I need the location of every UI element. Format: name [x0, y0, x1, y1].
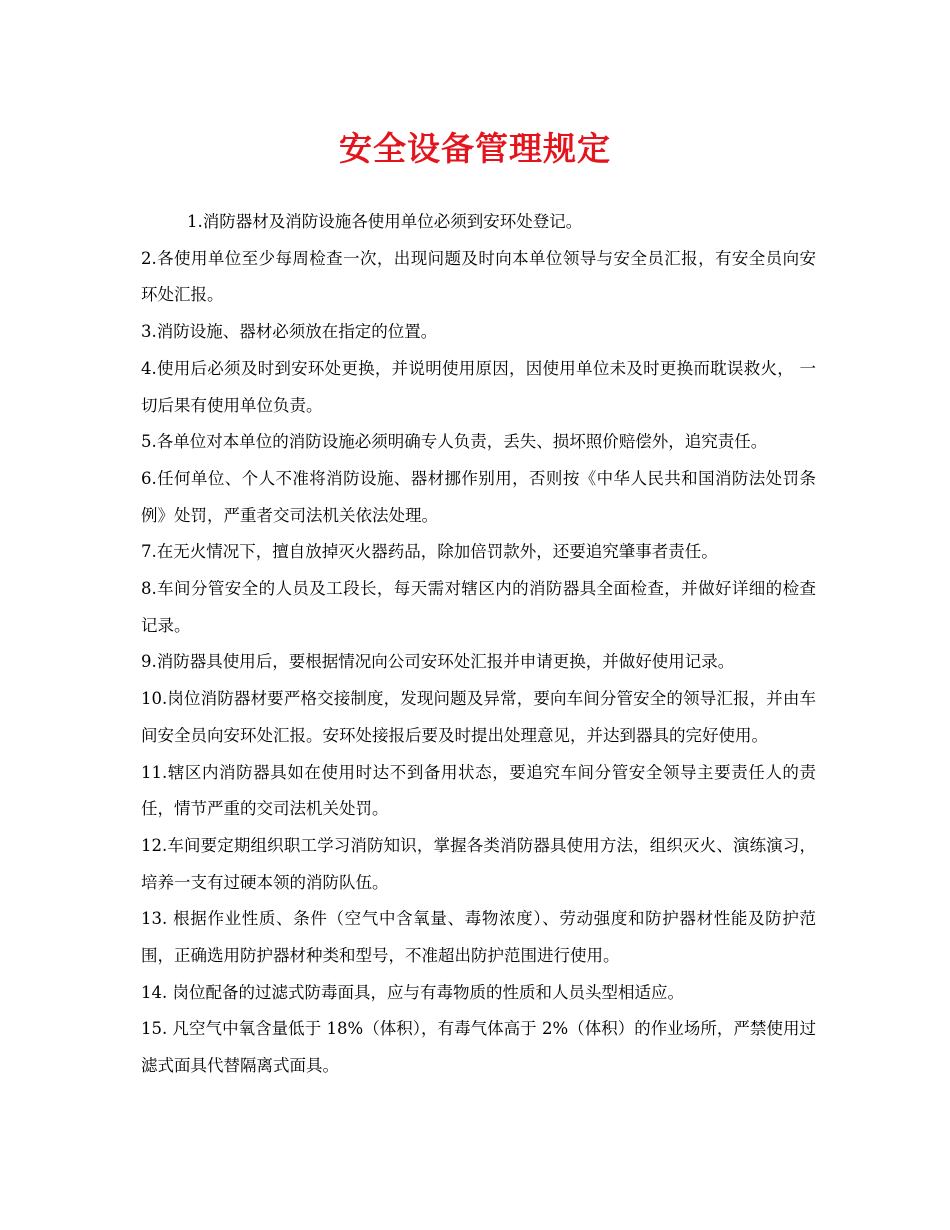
- regulation-item-2: 2.各使用单位至少每周检查一次，出现问题及时向本单位领导与安全员汇报，有安全员向安环处汇报。: [141, 248, 816, 305]
- regulation-item-6: 6.任何单位、个人不准将消防设施、器材挪作别用，否则按《中华人民共和国消防法处罚条例》处罚，严重者交司法机关依法处理。: [141, 468, 816, 525]
- regulation-item-1: 1.消防器材及消防设施各使用单位必须到安环处登记。: [187, 212, 583, 231]
- regulation-item-8: 8.车间分管安全的人员及工段长，每天需对辖区内的消防器具全面检查，并做好详细的检查记录。: [141, 579, 816, 635]
- regulation-item-9: 9.消防器具使用后，要根据情况向公司安环处汇报并申请更换，并做好使用记录。: [141, 652, 735, 672]
- regulation-item-4: 4.使用后必须及时到安环处更换，并说明使用原因，因使用单位未及时更换而耽误救火， 一切后果有使用单位负责。: [141, 358, 816, 415]
- regulation-item-11: 11.辖区内消防器具如在使用时达不到备用状态，要追究车间分管安全领导主要责任人的责任，情节严重的交司法机关处罚。: [141, 762, 816, 819]
- regulation-item-14: 14. 岗位配备的过滤式防毒面具，应与有毒物质的性质和人员头型相适应。: [141, 982, 684, 1002]
- regulation-item-13: 13. 根据作业性质、条件（空气中含氧量、毒物浓度）、劳动强度和防护器材性能及防护范围，正确选用防护器材种类和型号，不准超出防护范围进行使用。: [141, 909, 816, 966]
- regulation-item-15: 15. 凡空气中氧含量低于 18%（体积），有毒气体高于 2%（体积）的作业场所，严禁使用过滤式面具代替隔离式面具。: [141, 1019, 816, 1076]
- document-body: [141, 204, 816, 1085]
- regulation-item-7: 7.在无火情况下，擅自放掉灭火器药品，除加倍罚款外，还要追究肇事者责任。: [141, 542, 718, 562]
- document-title: 安全设备管理规定: [339, 129, 611, 168]
- regulation-item-12: 12.车间要定期组织职工学习消防知识，掌握各类消防器具使用方法，组织灭火、演练演习，培养一支有过硬本领的消防队伍。: [141, 835, 816, 892]
- regulation-item-10: 10.岗位消防器材要严格交接制度，发现问题及异常，要向车间分管安全的领导汇报，并由车间安全员向安环处汇报。安环处接报后要及时提出处理意见，并达到器具的完好使用。: [141, 689, 816, 745]
- regulation-item-3: 3.消防设施、器材必须放在指定的位置。: [141, 322, 438, 342]
- regulation-item-5: 5.各单位对本单位的消防设施必须明确专人负责，丢失、损坏照价赔偿外，追究责任。: [141, 432, 768, 452]
